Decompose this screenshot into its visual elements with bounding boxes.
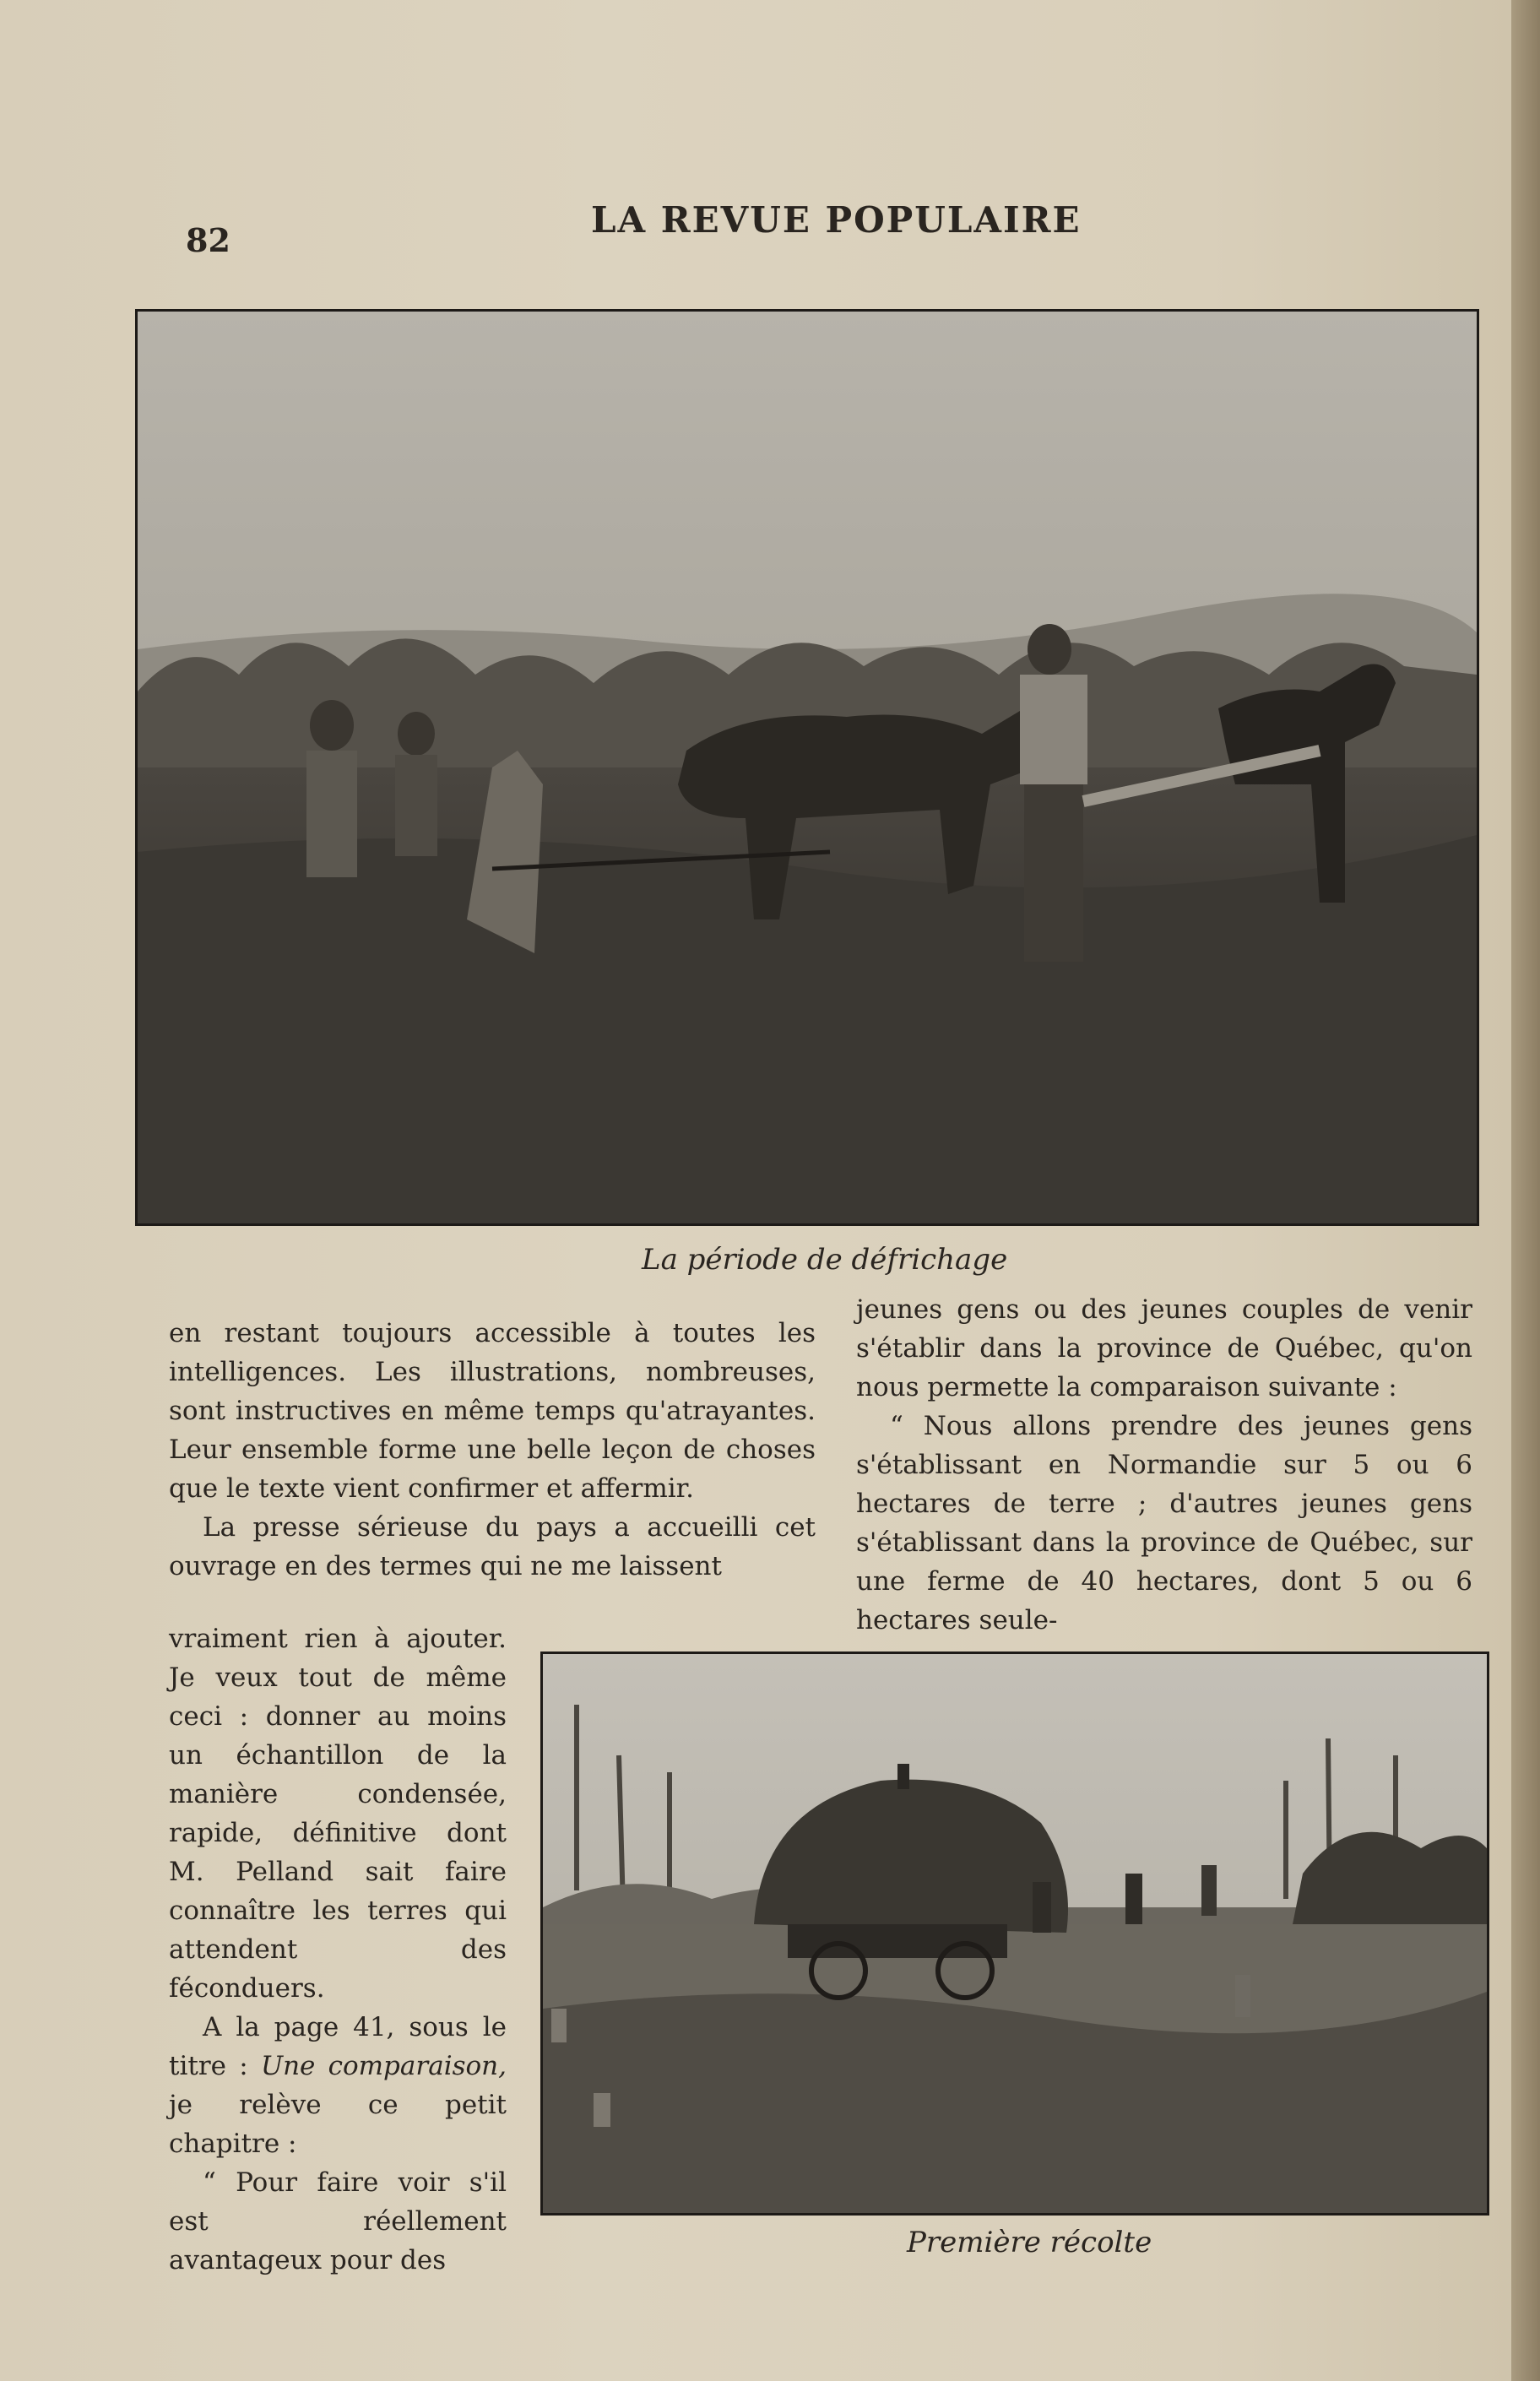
first-harvest-photo — [540, 1652, 1489, 2216]
paragraph — [169, 2008, 507, 2163]
paragraph: en restant toujours accessible à toutes les intelligences. Les illustrations, nombreuses, sont instructives en même temps qu'atrayantes. Leur ensemble forme une belle leçon de choses que le texte vient confirmer et affermir. — [169, 1318, 816, 1504]
photo-caption-land-clearing: La période de défrichage — [642, 1243, 1008, 1277]
text-run: A la page 41, sous le titre : — [169, 2012, 507, 2081]
land-clearing-photo — [135, 309, 1479, 1226]
paragraph: “ Pour faire voir s'il est réellement avantageux pour des — [169, 2167, 507, 2275]
paragraph: vraiment rien à ajouter. Je veux tout de même ceci : donner au moins un échantillon de la manière condensée, rapide, définitive dont M. Pelland sait faire connaître les terres qui attendent des féconduers. — [169, 1624, 507, 2004]
photo-land-clearing-horses-icon — [138, 312, 1477, 1223]
right-column-text — [856, 1290, 1472, 1640]
chapter-title: Une comparaison, — [260, 2051, 507, 2081]
paragraph: La presse sérieuse du pays a accueilli cet ouvrage en des termes qui ne me laissent — [169, 1512, 816, 1581]
photo-caption-first-harvest: Première récolte — [907, 2226, 1152, 2259]
page-edge — [1511, 0, 1540, 2381]
running-title: LA REVUE POPULAIRE — [591, 199, 1082, 241]
text-run: je relève ce petit chapitre : — [169, 2090, 507, 2159]
left-column-text — [169, 1314, 816, 1586]
paragraph: “ Nous allons prendre des jeunes gens s'établissant en Normandie sur 5 ou 6 hectares de terre ; d'autres jeunes gens s'établissant dans la province de Québec, sur une ferme de 40 hectares, dont 5 ou 6 hectares seule- — [856, 1411, 1472, 1635]
paragraph: jeunes gens ou des jeunes couples de venir s'établir dans la province de Québec, qu'on nous permette la comparaison suivante : — [856, 1294, 1472, 1402]
left-narrow-column-text — [169, 1619, 507, 2280]
page-number: 82 — [186, 221, 230, 259]
photo-first-harvest-hay-wagon-icon — [543, 1654, 1487, 2213]
